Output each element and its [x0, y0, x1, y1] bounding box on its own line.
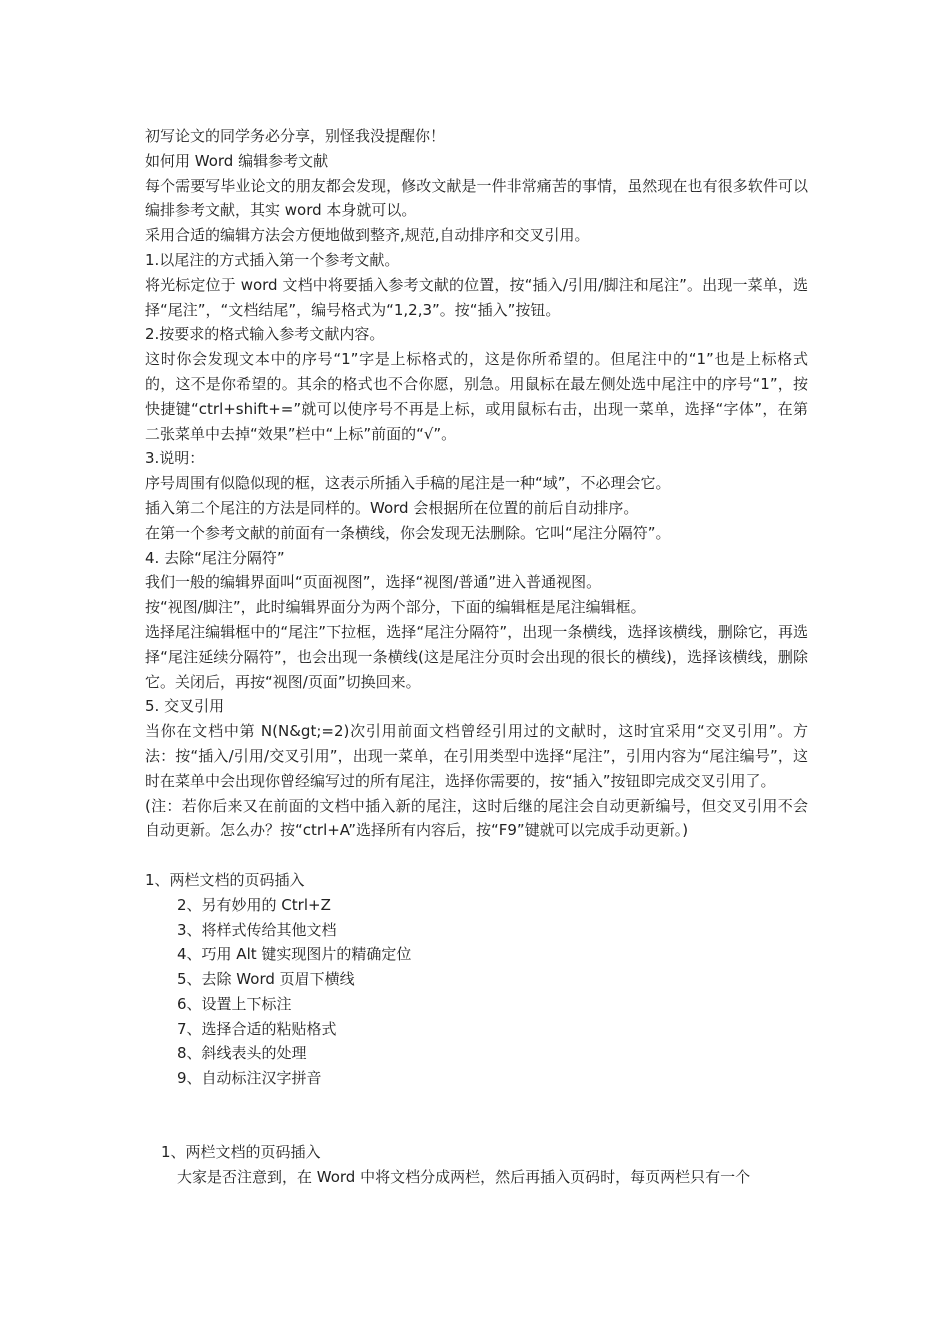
toc-item: 5、去除 Word 页眉下横线: [177, 970, 355, 989]
toc-item: 7、选择合适的粘贴格式: [177, 1019, 337, 1038]
article-paragraph: 将光标定位于 word 文档中将要插入参考文献的位置，按“插入/引用/脚注和尾注”。出现一菜单，选择“尾注”，“文档结尾”，编号格式为“1,2,3”。按“插入”按钮。: [145, 275, 808, 319]
toc-item: 3、将样式传给其他文档: [177, 920, 337, 939]
section-paragraph: 大家是否注意到，在 Word 中将文档分成两栏，然后再插入页码时，每页两栏只有一个: [177, 1167, 751, 1186]
article-paragraph: 这时你会发现文本中的序号“1”字是上标格式的，这是你所希望的。但尾注中的“1”也是上标格式的，这不是你希望的。其余的格式也不合你愿，别急。用鼠标在最左侧处选中尾注中的序号“1”，按快捷键“ctrl+shift+=”就可以使序号不再是上标，或用鼠标右击，出现一菜单，选择“字体”，在第二张菜单中去掉“效果”栏中“上标”前面的“√”。: [145, 350, 808, 443]
step-heading-3: 3.说明：: [145, 449, 205, 468]
article-note: (注：若你后来又在前面的文档中插入新的尾注，这时后继的尾注会自动更新编号，但交叉引用不会自动更新。怎么办？按“ctrl+A”选择所有内容后，按“F9”键就可以完成手动更新。): [145, 796, 808, 840]
article-paragraph: 按“视图/脚注”，此时编辑界面分为两个部分，下面的编辑框是尾注编辑框。: [145, 598, 646, 617]
article-paragraph: 序号周围有似隐似现的框，这表示所插入手稿的尾注是一种“域”，不必理会它。: [145, 474, 671, 493]
toc-item: 6、设置上下标注: [177, 994, 292, 1013]
spacer: [145, 1091, 808, 1140]
toc-item: 1、两栏文档的页码插入: [145, 870, 305, 889]
article-paragraph: 当你在文档中第 N(N&gt;=2)次引用前面文档曾经引用过的文献时，这时宜采用“交叉引用”。方法：按“插入/引用/交叉引用”，出现一菜单，在引用类型中选择“尾注”，引用内容为“尾注编号”，这时在菜单中会出现你曾经编写过的所有尾注，选择你需要的，按“插入”按钮即完成交叉引用了。: [145, 722, 808, 790]
article-paragraph: 在第一个参考文献的前面有一条横线，你会发现无法删除。它叫“尾注分隔符”。: [145, 523, 671, 542]
step-heading-2: 2.按要求的格式输入参考文献内容。: [145, 325, 385, 344]
article-paragraph: 每个需要写毕业论文的朋友都会发现，修改文献是一件非常痛苦的事情，虽然现在也有很多软件可以编排参考文献，其实 word 本身就可以。: [145, 176, 808, 220]
article-title: 如何用 Word 编辑参考文献: [145, 151, 329, 170]
article-paragraph: 选择尾注编辑框中的“尾注”下拉框，选择“尾注分隔符”，出现一条横线，选择该横线，删除它，再选择“尾注延续分隔符”，也会出现一条横线(这是尾注分页时会出现的很长的横线)，选择该横线，删除它。关闭后，再按“视图/页面”切换回来。: [145, 622, 808, 691]
step-heading-1: 1.以尾注的方式插入第一个参考文献。: [145, 250, 400, 269]
toc-item: 4、巧用 Alt 键实现图片的精确定位: [177, 945, 412, 964]
article-paragraph: 插入第二个尾注的方法是同样的。Word 会根据所在位置的前后自动排序。: [145, 498, 639, 517]
spacer: [145, 843, 808, 868]
article-intro-line: 初写论文的同学务必分享，别怪我没提醒你！: [145, 127, 446, 145]
step-heading-5: 5. 交叉引用: [145, 697, 225, 716]
article-paragraph: 采用合适的编辑方法会方便地做到整齐,规范,自动排序和交叉引用。: [145, 226, 590, 245]
toc-item: 9、自动标注汉字拼音: [177, 1069, 322, 1088]
step-heading-4: 4. 去除“尾注分隔符”: [145, 548, 285, 567]
toc-item: 2、另有妙用的 Ctrl+Z: [177, 895, 331, 914]
section-heading: 1、两栏文档的页码插入: [161, 1143, 321, 1162]
article-paragraph: 我们一般的编辑界面叫“页面视图”，选择“视图/普通”进入普通视图。: [145, 573, 602, 592]
toc-list: [145, 868, 808, 1091]
toc-item: 8、斜线表头的处理: [177, 1044, 307, 1063]
document-content: [145, 124, 808, 1190]
